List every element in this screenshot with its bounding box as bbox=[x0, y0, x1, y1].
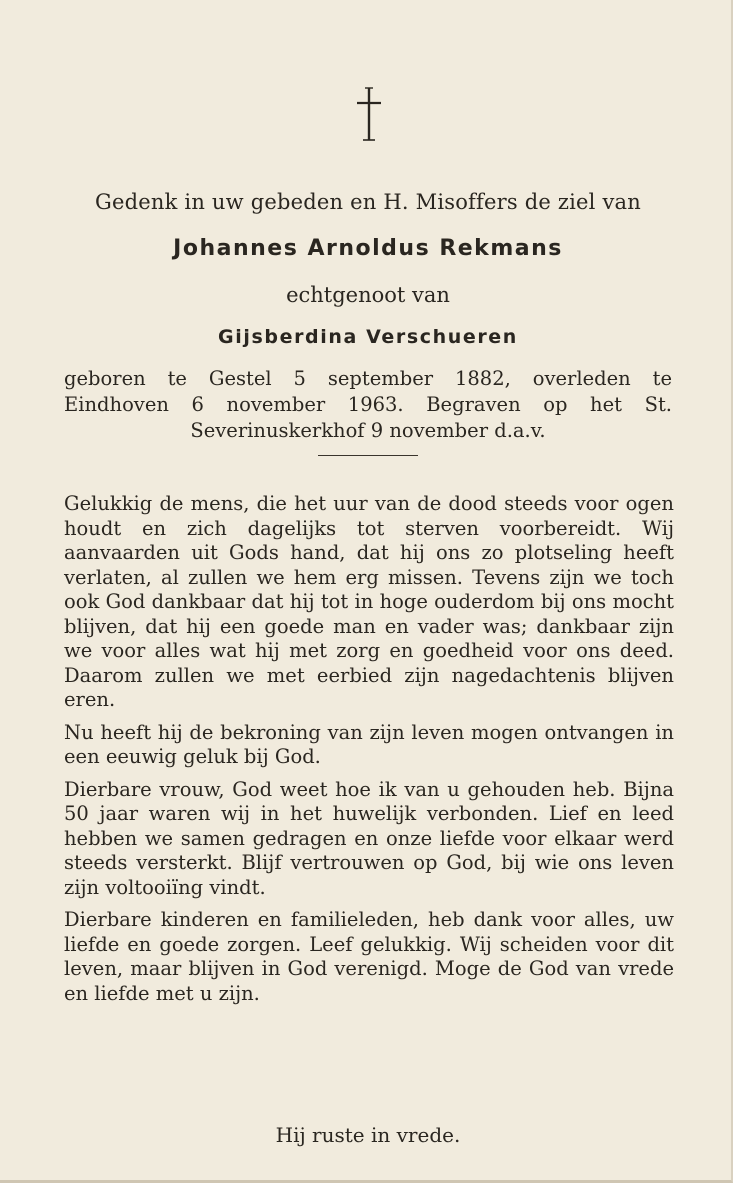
paragraph: Gelukkig de mens, die het uur van de dood steeds voor ogen houdt en zich dagelijks tot sterven voorbereidt. Wij aanvaarden uit Gods hand, dat hij ons zo plotseling heeft verlaten, al zullen we hem erg missen. Tevens zijn we toch ook God dankbaar dat hij tot in hoge ouderdom bij ons mocht blijven, dat hij een goede man en vader was; dankbaar zijn we voor alles wat hij met zorg en goedheid voor ons deed. Daarom zullen we met eerbied zijn nagedachtenis blijven eren. bbox=[64, 492, 674, 711]
life-dates: geboren te Gestel 5 september 1882, overleden te Eindhoven 6 november 1963. Begraven op het St. Severinuskerkhof 9 november d.a.v. bbox=[64, 367, 672, 442]
closing-line: Hij ruste in vrede. bbox=[275, 1123, 461, 1147]
paragraph: Nu heeft hij de bekroning van zijn leven mogen ontvangen in een eeuwig geluk bij God. bbox=[64, 720, 674, 768]
deceased-name: Johannes Arnoldus Rekmans bbox=[173, 236, 563, 261]
cross-icon bbox=[349, 86, 389, 142]
divider-line bbox=[318, 455, 418, 456]
paragraph: Dierbare kinderen en familieleden, heb dank voor alles, uw liefde en goede zorgen. Leef gelukkig. Wij scheiden voor dit leven, maar blijven in God verenigd. Moge de God van vrede en liefde met u zijn. bbox=[64, 908, 674, 1005]
spouse-name: Gijsberdina Verschueren bbox=[218, 326, 518, 348]
paragraph: Dierbare vrouw, God weet hoe ik van u gehouden heb. Bijna 50 jaar waren wij in het huwelijk verbonden. Lief en leed hebben we samen gedragen en onze liefde voor elkaar werd steeds versterkt. Blijf vertrouwen op God, bij wie ons leven zijn voltooiïng vindt. bbox=[64, 777, 674, 899]
intro-line: Gedenk in uw gebeden en H. Misoffers de ziel van bbox=[95, 190, 641, 214]
spouse-intro-line: echtgenoot van bbox=[286, 283, 450, 307]
memorial-text bbox=[64, 492, 674, 1014]
